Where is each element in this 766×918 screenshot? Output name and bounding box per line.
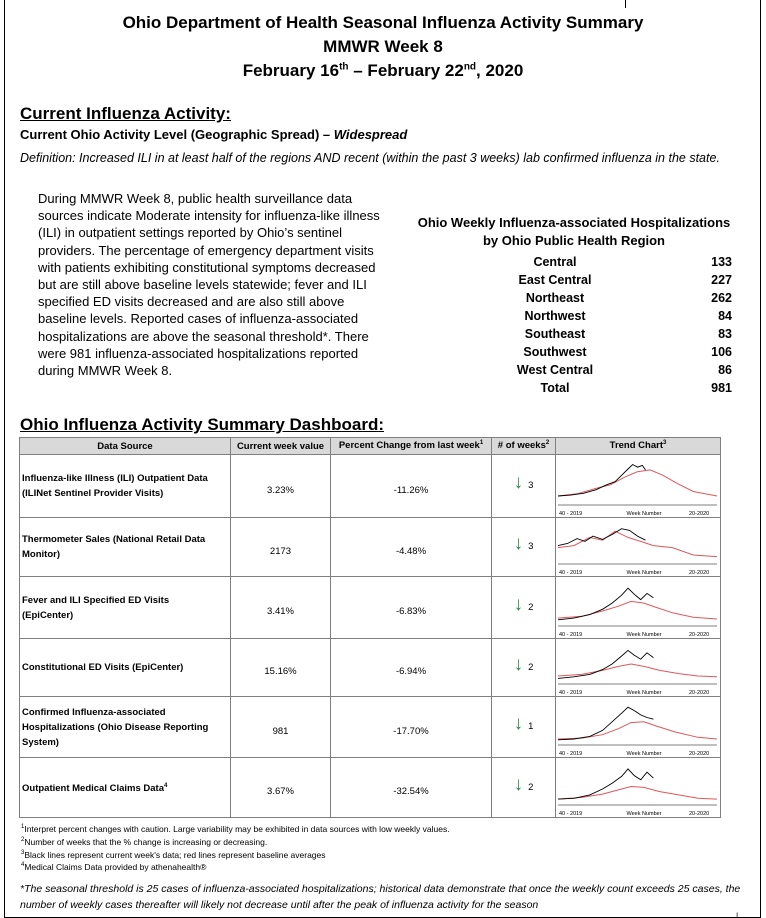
activity-level-value: Widespread [333,127,408,142]
footnote: $^1$Interpret percent changes with caution. Large variability may be exhibited in data sources with low weekly values. [21,823,450,834]
hospitalizations-title: Ohio Weekly Influenza-associated Hospitalizations by Ohio Public Health Region [417,215,731,248]
row-trend-chart [556,697,721,758]
baseline-line [558,721,717,738]
region-value: 83 [718,327,732,341]
report-title: Ohio Department of Health Seasonal Influenza Activity Summary [122,13,644,32]
region-row [490,289,734,307]
row-weeks [492,518,556,577]
row-percent-change: -6.83% [331,577,492,639]
row-current-value: 2173 [231,518,331,577]
axis-end-label: 20-2020 [689,510,710,517]
region-name: Southeast [524,327,586,341]
down-arrow-icon: ↓ [513,773,524,795]
current-season-line [558,707,653,740]
region-value: 84 [718,309,732,323]
col-trend-chart: Trend Chart$^3$ [556,438,721,455]
dashboard-row [20,639,721,697]
down-arrow-icon: ↓ [513,472,524,493]
row-weeks-count: 2 [528,781,534,793]
region-row [490,253,734,271]
footnote: $^3$Black lines represent current week's data; red lines represent baseline averages [21,849,326,860]
dashboard-heading: Ohio Influenza Activity Summary Dashboard: [20,415,384,434]
axis-title-label: Week Number [626,510,662,517]
region-row [490,307,734,325]
axis-title-label: Week Number [626,689,662,696]
col-percent-change: Percent Change from last week$^1$ [331,438,492,455]
row-trend-chart [556,639,721,697]
axis-title-label: Week Number [626,750,662,757]
col-data-source: Data Source [20,438,231,455]
row-data-source: Thermometer Sales (National Retail Data Monitor) [20,518,231,577]
region-name: East Central [518,273,592,287]
top-tick-mark [625,0,626,8]
down-arrow-icon: ↓ [513,533,524,554]
row-trend-chart [556,455,721,518]
axis-start-label: 40 - 2019 [559,810,583,817]
region-row [490,361,734,379]
axis-end-label: 20-2020 [689,631,710,638]
region-name: Northeast [525,291,585,305]
sparkline-chart [556,519,721,576]
current-season-line [558,464,646,496]
row-data-source: Constitutional ED Visits (EpiCenter) [20,639,231,697]
region-row [490,379,734,397]
col-weeks: # of weeks$^2$ [492,438,556,455]
row-percent-change: -6.94% [331,639,492,697]
current-season-line [558,768,653,798]
region-row [490,325,734,343]
activity-definition: Definition: Increased ILI in at least half of the regions AND recent (within the past 3 weeks) lab confirmed influenza in the state. [20,151,720,165]
row-data-source: Confirmed Influenza-associated Hospitalizations (Ohio Disease Reporting System) [20,697,231,758]
row-weeks-count: 3 [528,480,534,491]
current-season-line [558,588,653,620]
current-season-line [558,650,653,678]
region-name: Central [533,255,577,269]
axis-start-label: 40 - 2019 [559,569,583,576]
region-row [490,271,734,289]
axis-title-label: Week Number [626,810,662,817]
dashboard-table [19,437,721,818]
axis-title-label: Week Number [626,569,662,576]
axis-start-label: 40 - 2019 [559,631,583,638]
row-weeks [492,758,556,818]
row-trend-chart [556,577,721,639]
dashboard-row [20,455,721,518]
row-weeks-count: 2 [528,601,534,613]
dashboard-row [20,518,721,577]
report-week: MMWR Week 8 [323,37,443,56]
axis-start-label: 40 - 2019 [559,750,583,757]
row-percent-change: -4.48% [331,518,492,577]
axis-end-label: 20-2020 [689,810,710,817]
region-value: 106 [711,345,732,359]
footnote: $^2$Number of weeks that the % change is increasing or decreasing. [21,836,268,847]
row-weeks-count: 3 [528,541,534,552]
row-percent-change: -32.54% [331,758,492,818]
down-arrow-icon: ↓ [513,593,524,615]
sparkline-chart [556,759,721,817]
row-percent-change: -17.70% [331,697,492,758]
row-weeks [492,639,556,697]
dashboard-row [20,697,721,758]
row-current-value: 15.16% [231,639,331,697]
axis-start-label: 40 - 2019 [559,510,583,517]
region-name: West Central [516,363,594,377]
row-current-value: 3.67% [231,758,331,818]
sparkline-chart [556,640,721,696]
surveillance-summary: During MMWR Week 8, public health surveillance data sources indicate Moderate intensity for influenza-like illness (ILI) in outpatient settings reported by Ohio’s sentinel providers. The percentage of emergency department visits with patients exhibiting constitutional symptoms decreased but are still above baseline levels statewide; fever and ILI specified ED visits decreased and are also still above baseline levels. Reported cases of influenza-associated hospitalizations are above the seasonal threshold*. There were 981 influenza-associated hospitalizations reported during MMWR Week 8. [38,191,380,379]
row-weeks-count: 2 [528,661,534,673]
dashboard-row [20,577,721,639]
axis-end-label: 20-2020 [689,689,710,696]
axis-end-label: 20-2020 [689,750,710,757]
axis-title-label: Week Number [626,631,662,638]
region-value: 133 [711,255,732,269]
seasonal-threshold-note: *The seasonal threshold is 25 cases of influenza-associated hospitalizations; historical data demonstrate that once the weekly count exceeds 25 cases, the number of weekly cases thereafter will likely not decrease until after the peak of influenza activity for the season [20,883,741,911]
row-data-source: Influenza-like Illness (ILI) Outpatient Data (ILINet Sentinel Provider Visits) [20,455,231,518]
axis-end-label: 20-2020 [689,569,710,576]
region-value: 227 [711,273,732,287]
corner-mark: ı [736,910,739,918]
region-name: Southwest [523,345,587,359]
current-activity-heading: Current Influenza Activity: [20,104,231,123]
region-value: 262 [711,291,732,305]
row-data-source: Outpatient Medical Claims Data$^4$ [20,758,231,818]
footnote: $^4$Medical Claims Data provided by athenahealth® [21,862,207,873]
report-dates: February 16th – February 22nd, 2020 [242,61,524,80]
region-value: 86 [718,363,732,377]
baseline-line [558,531,717,556]
baseline-line [558,469,717,495]
sparkline-chart [556,578,721,638]
region-name: Northwest [524,309,586,323]
down-arrow-icon: ↓ [513,713,524,734]
axis-start-label: 40 - 2019 [559,689,583,696]
sparkline-chart [556,698,721,757]
down-arrow-icon: ↓ [513,653,524,675]
footnotes [21,822,450,873]
row-weeks [492,455,556,518]
row-trend-chart [556,518,721,577]
row-trend-chart [556,758,721,818]
row-weeks [492,697,556,758]
dashboard-header-row [20,438,721,455]
row-weeks [492,577,556,639]
row-percent-change: -11.26% [331,455,492,518]
activity-level: Current Ohio Activity Level (Geographic Spread) – Widespread [20,127,408,142]
sparkline-chart [556,456,721,517]
baseline-line [558,786,717,799]
row-data-source: Fever and ILI Specified ED Visits (EpiCenter) [20,577,231,639]
region-value: 981 [711,381,732,395]
dashboard-row [20,758,721,818]
row-weeks-count: 1 [528,721,534,732]
row-current-value: 981 [231,697,331,758]
row-current-value: 3.41% [231,577,331,639]
region-name: Total [540,381,570,395]
region-row [490,343,734,361]
baseline-line [558,664,717,677]
col-current-week: Current week value [231,438,331,455]
current-season-line [558,528,646,545]
row-current-value: 3.23% [231,455,331,518]
